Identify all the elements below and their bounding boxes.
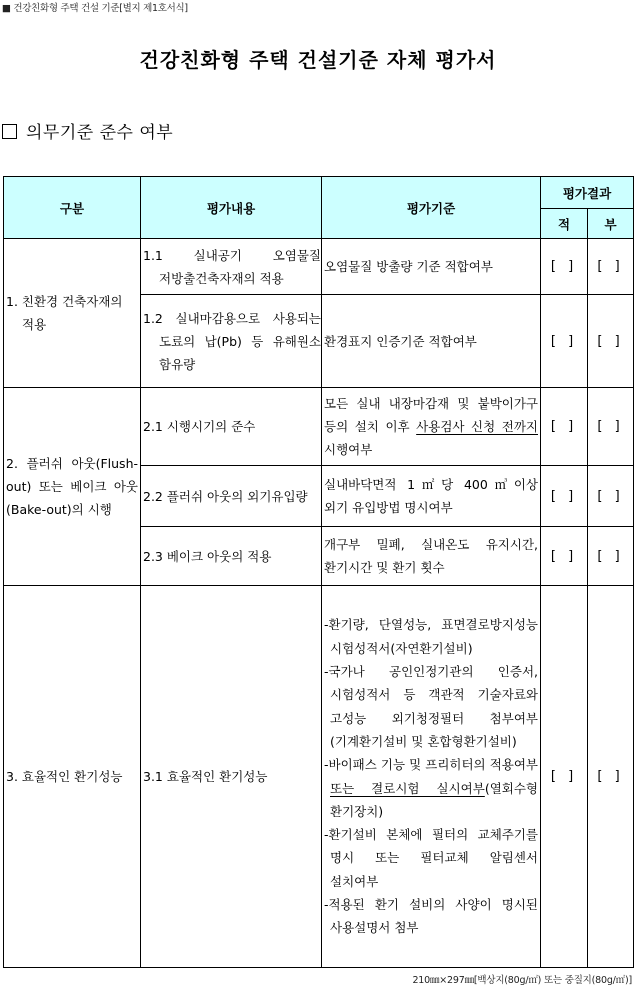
criteria-text-part: 모든 실내 내장마감재 및 붙박이가구 등의 설치 이후 [324, 396, 538, 434]
document-title: 건강친화형 주택 건설기준 자체 평가서 [139, 48, 497, 72]
section-title [2, 118, 173, 143]
criteria-text [322, 473, 540, 519]
header-yes: 적 [541, 209, 588, 239]
form-number-tag: ■ 건강친화형 주택 건설 기준[별지 제1호서식] [2, 3, 188, 14]
criteria-line: 외기 유입방법 명시여부 [324, 500, 453, 515]
result-no-checkbox[interactable]: [ ] [588, 239, 634, 295]
header-no: 부 [588, 209, 634, 239]
category-cell [4, 388, 141, 586]
content-text: 2.3 베이크 아웃의 적용 [143, 548, 272, 564]
content-cell [141, 239, 322, 295]
result-no-checkbox[interactable]: [ ] [588, 295, 634, 388]
result-yes-checkbox[interactable]: [ ] [541, 239, 588, 295]
criteria-cell [322, 527, 541, 586]
paper-size-footer: 210㎜×297㎜[백상지(80g/㎡) 또는 중질지(80g/㎡)] [412, 975, 632, 986]
table-row [4, 586, 634, 968]
criteria-text-part: (열회수형 환기장치) [330, 780, 538, 819]
content-cell [141, 527, 322, 586]
result-yes-checkbox[interactable]: [ ] [541, 388, 588, 466]
criteria-text-part: 시행여부 [324, 442, 373, 457]
criteria-text: 오염물질 방출량 기준 적합여부 [324, 259, 493, 274]
criteria-bullet [324, 753, 538, 823]
criteria-text [322, 392, 540, 461]
header-result: 평가결과 [541, 177, 634, 209]
content-cell [141, 586, 322, 968]
result-no-checkbox[interactable]: [ ] [588, 527, 634, 586]
table-row [4, 388, 634, 466]
criteria-bullet: -국가나 공인인정기관의 인증서, 시험성적서 등 객관적 기술자료와 고성능 외기청정필터 첨부여부(기계환기설비 및 혼합형환기설비) [324, 664, 538, 749]
result-yes-checkbox[interactable]: [ ] [541, 466, 588, 527]
criteria-cell [322, 295, 541, 388]
header-content: 평가내용 [141, 177, 322, 239]
criteria-cell [322, 466, 541, 527]
category-cell [4, 239, 141, 388]
section-title-text: 의무기준 준수 여부 [26, 123, 174, 143]
evaluation-table [3, 176, 634, 968]
table-row [4, 239, 634, 295]
header-criteria: 평가기준 [322, 177, 541, 239]
table-header-row [4, 177, 634, 209]
content-text: 3.1 효율적인 환기성능 [143, 769, 268, 784]
content-cell [141, 466, 322, 527]
result-no-checkbox[interactable]: [ ] [588, 586, 634, 968]
criteria-list [322, 613, 540, 939]
content-cell [141, 388, 322, 466]
criteria-text: 개구부 밀폐, 실내온도 유지시간, 환기시간 및 환기 횟수 [324, 537, 538, 575]
criteria-cell [322, 388, 541, 466]
result-yes-checkbox[interactable]: [ ] [541, 527, 588, 586]
criteria-bullet: -적용된 환기 설비의 사양이 명시된 사용설명서 첨부 [324, 896, 538, 936]
category-cell [4, 586, 141, 968]
criteria-cell [322, 239, 541, 295]
criteria-text-part: -바이패스 기능 및 프리히터의 적용여부 [324, 757, 538, 773]
category-label: 2. 플러쉬 아웃(Flush-out) 또는 베이크 아웃(Bake-out)의 시행 [6, 456, 138, 517]
content-text: 2.1 시행시기의 준수 [143, 419, 256, 434]
criteria-underlined-text: 사용검사 신청 전까지 [416, 419, 538, 434]
criteria-bullet: -환기설비 본체에 필터의 교체주기를 명시 또는 필터교체 알림센서 설치여부 [324, 827, 538, 889]
result-no-checkbox[interactable]: [ ] [588, 388, 634, 466]
result-yes-checkbox[interactable]: [ ] [541, 295, 588, 388]
content-text: 2.2 플러쉬 아웃의 외기유입량 [143, 488, 308, 504]
result-no-checkbox[interactable]: [ ] [588, 466, 634, 527]
result-yes-checkbox[interactable]: [ ] [541, 586, 588, 968]
content-cell [141, 295, 322, 388]
criteria-underlined-text: 또는 결로시험 실시여부 [330, 780, 485, 796]
checkbox-square-icon [2, 124, 17, 139]
category-label: 1. 친환경 건축자재의 적용 [6, 294, 123, 332]
criteria-line: 실내바닥면적 1㎡당 400㎥이상 [324, 477, 538, 492]
category-label: 3. 효율적인 환기성능 [6, 769, 123, 784]
criteria-text: 환경표지 인증기준 적합여부 [324, 333, 477, 349]
content-text: 1.1 실내공기 오염물질 저방출건축자재의 적용 [143, 247, 321, 286]
content-text: 1.2 실내마감용으로 사용되는 도료의 납(Pb) 등 유해원소 함유량 [143, 310, 321, 372]
header-category: 구분 [4, 177, 141, 239]
criteria-cell [322, 586, 541, 968]
criteria-bullet: -환기량, 단열성능, 표면결로방지성능 시험성적서(자연환기설비) [324, 617, 538, 656]
